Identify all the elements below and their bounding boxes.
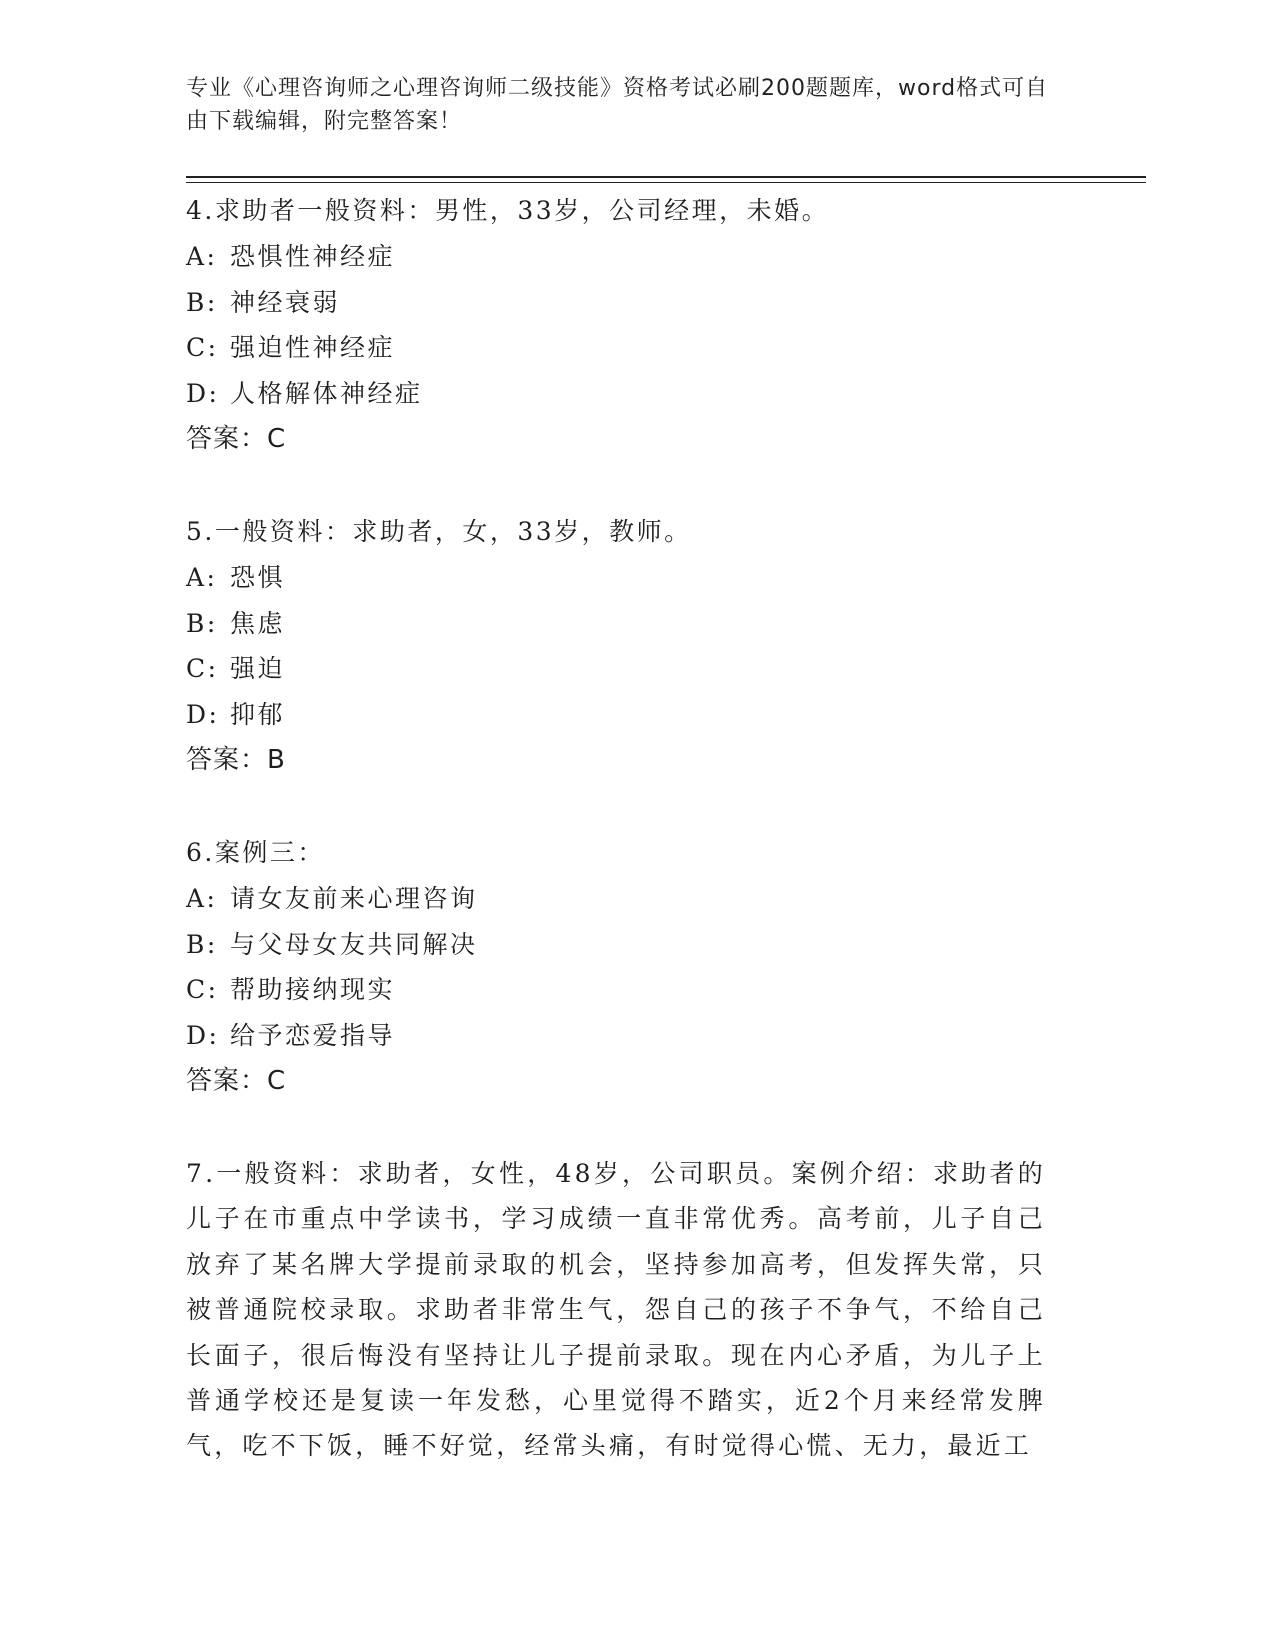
question-stem: 4.求助者一般资料：男性，33岁，公司经理，未婚。	[186, 196, 830, 225]
option-d	[186, 1013, 1066, 1059]
question-stem: 6.案例三：	[186, 838, 325, 867]
question-4	[186, 188, 1066, 462]
option-text: 恐惧	[230, 563, 286, 592]
option-label: D:	[186, 1020, 220, 1050]
option-label: A:	[186, 563, 218, 592]
option-a	[186, 234, 1066, 280]
option-b	[186, 601, 1066, 647]
option-b	[186, 280, 1066, 326]
option-text: 恐惧性神经症	[230, 242, 396, 271]
question-5	[186, 509, 1066, 783]
option-c	[186, 325, 1066, 371]
header-divider-thick	[186, 176, 1146, 178]
option-a	[186, 555, 1066, 601]
option-text: 焦虑	[230, 608, 286, 638]
option-label: C:	[186, 975, 219, 1004]
option-label: B:	[186, 608, 218, 638]
option-text: 给予恋爱指导	[230, 1020, 396, 1050]
option-d	[186, 371, 1066, 417]
option-b	[186, 922, 1066, 968]
option-text: 帮助接纳现实	[230, 975, 396, 1004]
answer-line: 答案：C	[186, 1066, 287, 1096]
document-header: 专业《心理咨询师之心理咨询师二级技能》资格考试必刷200题题库，word格式可自由下载编辑，附完整答案！	[186, 76, 1049, 134]
answer-line: 答案：B	[186, 745, 286, 775]
option-text: 人格解体神经症	[230, 378, 423, 408]
option-label: D:	[186, 378, 220, 408]
answer-line: 答案：C	[186, 424, 287, 454]
question-list	[186, 188, 1066, 1516]
question-6	[186, 830, 1066, 1104]
option-text: 强迫	[230, 654, 286, 683]
option-label: D:	[186, 699, 220, 729]
header-divider-thin	[186, 182, 1146, 183]
question-stem: 5.一般资料：求助者，女，33岁，教师。	[186, 517, 692, 546]
question-stem-case: 7.一般资料：求助者，女性，48岁，公司职员。案例介绍：求助者的儿子在市重点中学读书，学习成绩一直非常优秀。高考前，儿子自己放弃了某名牌大学提前录取的机会，坚持参加高考，但发挥失常，只被普通院校录取。求助者非常生气，怨自己的孩子不争气，不给自己长面子，很后悔没有坚持让儿子提前录取。现在内心矛盾，为儿子上普通学校还是复读一年发愁，心里觉得不踏实，近2个月来经常发脾气，吃不下饭，睡不好觉，经常头痛，有时觉得心慌、无力，最近工	[186, 1159, 1046, 1461]
option-label: B:	[186, 287, 218, 317]
option-label: C:	[186, 333, 219, 362]
option-text: 强迫性神经症	[230, 333, 396, 362]
option-label: A:	[186, 884, 218, 913]
option-text: 抑郁	[230, 699, 286, 729]
option-text: 神经衰弱	[230, 287, 341, 317]
option-d	[186, 692, 1066, 738]
option-label: B:	[186, 929, 218, 959]
option-text: 请女友前来心理咨询	[230, 884, 478, 913]
question-7	[186, 1151, 1066, 1469]
option-a	[186, 876, 1066, 922]
option-label: A:	[186, 242, 218, 271]
option-c	[186, 646, 1066, 692]
option-label: C:	[186, 654, 219, 683]
option-text: 与父母女友共同解决	[230, 929, 478, 959]
option-c	[186, 967, 1066, 1013]
